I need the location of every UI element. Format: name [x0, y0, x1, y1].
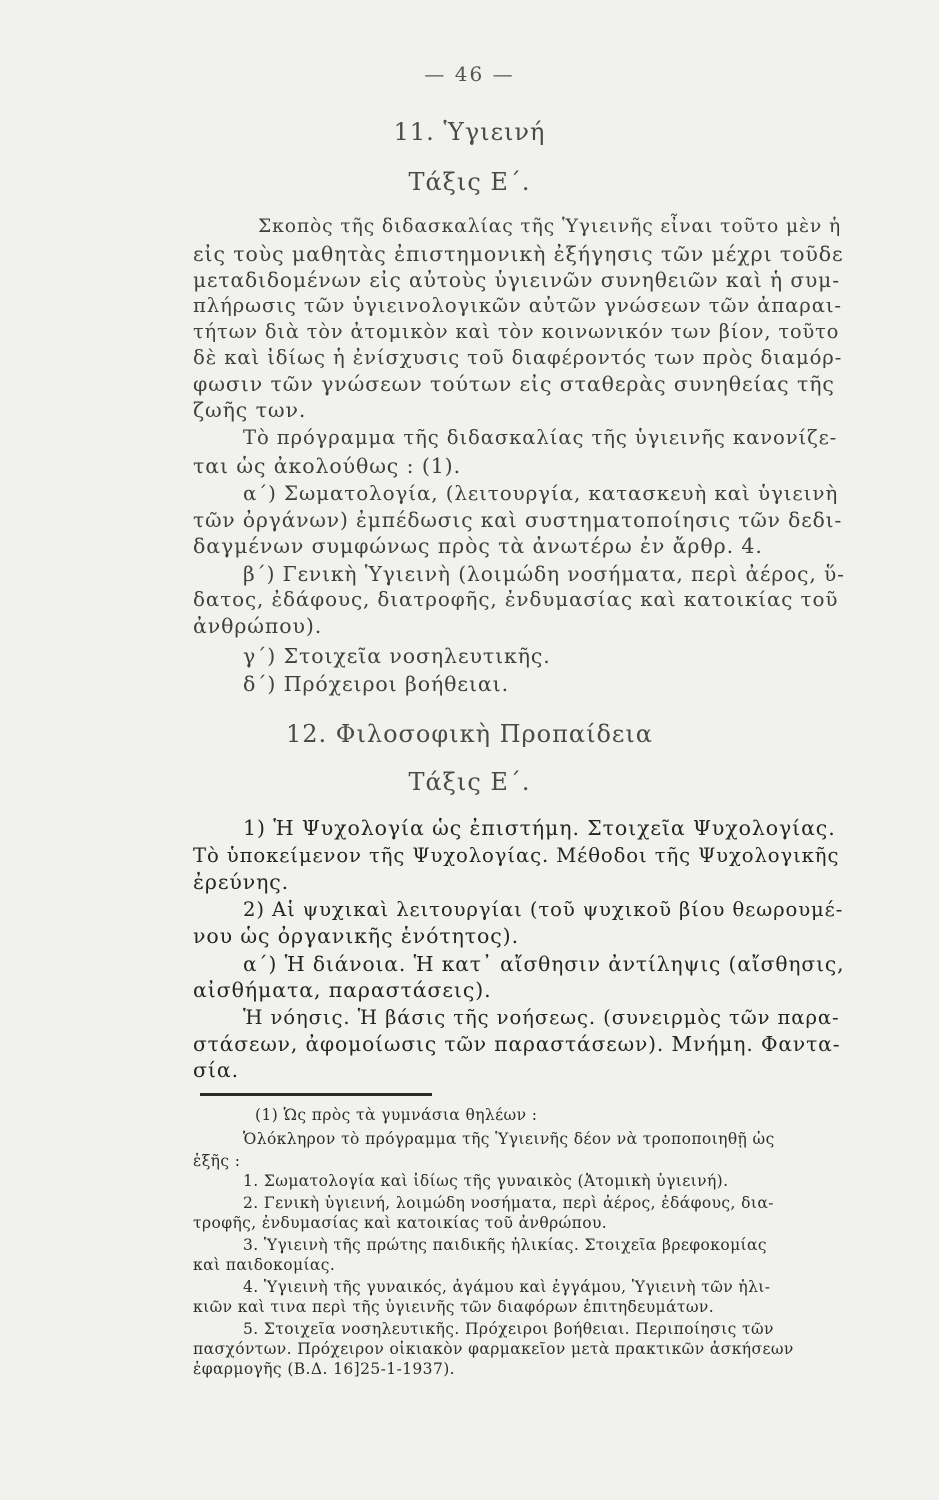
- page-number: — 46 —: [424, 62, 515, 86]
- text-line: φωσιν τῶν γνώσεων τούτων εἰς σταθερὰς συνηθείας τῆς: [193, 372, 835, 396]
- footnote-line: καὶ παιδοκομίας.: [193, 1256, 336, 1274]
- text-line: στάσεων, ἀφομοίωσις τῶν παραστάσεων). Μνήμη. Φαντα-: [193, 1032, 841, 1056]
- text-line: Τὸ πρόγραμμα τῆς διδασκαλίας τῆς ὑγιεινῆς κανονίζε-: [243, 426, 838, 449]
- footnote-line: ἐφαρμογῆς (Β.Δ. 16]25-1-1937).: [193, 1360, 455, 1378]
- text-line: ζωῆς των.: [193, 398, 307, 422]
- text-line: μεταδιδομένων εἰς αὐτοὺς ὑγιεινῶν συνηθειῶν καὶ ἡ συμ-: [193, 268, 840, 292]
- footnote-line: 1. Σωματολογία καὶ ἰδίως τῆς γυναικὸς (Ἀτομικὴ ὑγιεινή).: [243, 1172, 729, 1190]
- text-line: Σκοπὸς τῆς διδασκαλίας τῆς Ὑγιεινῆς εἶναι τοῦτο μὲν ἡ: [258, 216, 842, 237]
- text-line: γ΄) Στοιχεῖα νοσηλευτικῆς.: [243, 644, 551, 668]
- text-line: Τὸ ὑποκείμενον τῆς Ψυχολογίας. Μέθοδοι τῆς Ψυχολογικῆς: [193, 844, 840, 867]
- text-line: α΄) Ἡ διάνοια. Ἡ κατ᾽ αἴσθησιν ἀντίληψις (αἴσθησις,: [243, 952, 845, 976]
- text-line: ἐρεύνης.: [193, 870, 290, 894]
- text-line: 1) Ἡ Ψυχολογία ὡς ἐπιστήμη. Στοιχεῖα Ψυχολογίας.: [243, 816, 836, 840]
- text-line: α΄) Σωματολογία, (λειτουργία, κατασκευὴ καὶ ὑγιεινὴ: [243, 482, 839, 505]
- text-line: δὲ καὶ ἰδίως ἡ ἐνίσχυσις τοῦ διαφέροντός των πρὸς διαμόρ-: [193, 346, 843, 369]
- text-line: εἰς τοὺς μαθητὰς ἐπιστημονικὴ ἐξήγησις τῶν μέχρι τοῦδε: [193, 242, 844, 266]
- footnote-line: 4. Ὑγιεινὴ τῆς γυναικός, ἀγάμου καὶ ἐγγάμου, Ὑγιεινὴ τῶν ἡλι-: [243, 1278, 771, 1296]
- text-line: ται ὡς ἀκολούθως : (1).: [193, 454, 461, 478]
- text-line: δαγμένων συμφώνως πρὸς τὰ ἀνωτέρω ἐν ἄρθρ. 4.: [193, 534, 763, 558]
- text-line: 2) Αἱ ψυχικαὶ λειτουργίαι (τοῦ ψυχικοῦ βίου θεωρουμέ-: [243, 898, 844, 921]
- text-line: πλήρωσις τῶν ὑγιεινολογικῶν αὐτῶν γνώσεων τῶν ἀπαραι-: [193, 294, 842, 317]
- footnote-separator-rule: [200, 1093, 432, 1096]
- text-line: αἰσθήματα, παραστάσεις).: [193, 978, 492, 1002]
- text-line: τήτων διὰ τὸν ἀτομικὸν καὶ τὸν κοινωνικόν των βίον, τοῦτο: [193, 320, 840, 343]
- section-11-title: 11. Ὑγιεινή: [393, 118, 546, 146]
- footnote-line: 2. Γενικὴ ὑγιεινή, λοιμώδη νοσήματα, περὶ ἀέρος, ἐδάφους, δια-: [243, 1194, 774, 1212]
- footnote-line: 5. Στοιχεῖα νοσηλευτικῆς. Πρόχειροι βοήθειαι. Περιποίησις τῶν: [243, 1320, 774, 1338]
- footnote-line: πασχόντων. Πρόχειρον οἰκιακὸν φαρμακεῖον μετὰ πρακτικῶν ἀσκήσεων: [193, 1340, 794, 1358]
- footnote-line: κιῶν καὶ τινα περὶ τῆς ὑγιεινῆς τῶν διαφόρων ἐπιτηδευμάτων.: [193, 1298, 715, 1316]
- section-11-class-label: Τάξις Ε΄.: [408, 168, 531, 196]
- text-line: Ἡ νόησις. Ἡ βάσις τῆς νοήσεως. (συνειρμὸς τῶν παρα-: [243, 1006, 840, 1029]
- footnote-line: ἑξῆς :: [193, 1152, 241, 1170]
- text-line: β΄) Γενικὴ Ὑγιεινὴ (λοιμώδη νοσήματα, περὶ ἀέρος, ὕ-: [243, 562, 845, 586]
- text-line: δ΄) Πρόχειροι βοήθειαι.: [243, 672, 509, 696]
- section-12-class-label: Τάξις Ε΄.: [408, 768, 531, 796]
- text-line: δατος, ἐδάφους, διατροφῆς, ἐνδυμασίας καὶ κατοικίας τοῦ: [193, 588, 839, 611]
- text-line: σία.: [193, 1058, 239, 1082]
- footnote-line: (1) Ὡς πρὸς τὰ γυμνάσια θηλέων :: [255, 1106, 538, 1124]
- footnote-line: 3. Ὑγιεινὴ τῆς πρώτης παιδικῆς ἡλικίας. Στοιχεῖα βρεφοκομίας: [243, 1236, 767, 1254]
- text-line: νου ὡς ὀργανικῆς ἑνότητος).: [193, 924, 519, 948]
- text-line: τῶν ὀργάνων) ἐμπέδωσις καὶ συστηματοποίησις τῶν δεδι-: [193, 508, 843, 532]
- footnote-line: Ὁλόκληρον τὸ πρόγραμμα τῆς Ὑγιεινῆς δέον νὰ τροποποιηθῇ ὡς: [243, 1130, 775, 1148]
- footnote-line: τροφῆς, ἐνδυμασίας καὶ κατοικίας τοῦ ἀνθρώπου.: [193, 1214, 608, 1232]
- text-line: ἀνθρώπου).: [193, 614, 323, 638]
- section-12-title: 12. Φιλοσοφικὴ Προπαίδεια: [286, 720, 653, 748]
